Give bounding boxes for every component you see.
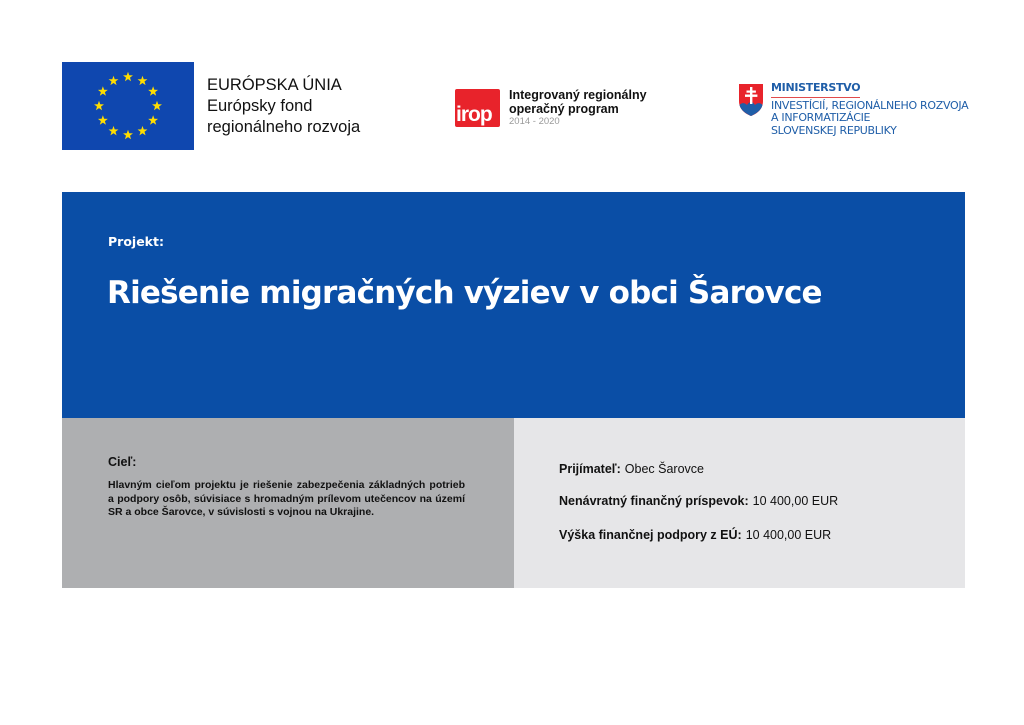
eu-support-value: 10 400,00 EUR bbox=[745, 528, 832, 542]
ministry-logo-text bbox=[771, 82, 968, 137]
goal-description: Hlavným cieľom projektu je riešenie zabezpečenia základných potrieb a podpory osôb, súvisiace s hromadným prílevom utečencov na území SR a obce Šarovce, v súvislosti s vojnou na Ukrajine. bbox=[108, 479, 465, 518]
eu-fund-line2: regionálneho rozvoja bbox=[207, 118, 361, 136]
eu-fund-line1: Európsky fond bbox=[207, 97, 313, 115]
recipient-value: Obec Šarovce bbox=[624, 462, 704, 476]
eu-support-row bbox=[559, 528, 831, 542]
goal-panel bbox=[62, 418, 514, 588]
project-title: Riešenie migračných výziev v obci Šarovce bbox=[107, 275, 822, 311]
grant-row bbox=[559, 494, 838, 508]
grant-label: Nenávratný finančný príspevok: bbox=[559, 494, 749, 508]
ministry-line3: SLOVENSKEJ REPUBLIKY bbox=[771, 123, 897, 137]
slovak-coat-of-arms-icon bbox=[738, 83, 764, 117]
ministry-title: MINISTERSTVO bbox=[771, 82, 860, 98]
grant-value: 10 400,00 EUR bbox=[752, 494, 839, 508]
irop-logo-text bbox=[509, 88, 647, 127]
eu-title: EURÓPSKA ÚNIA bbox=[207, 76, 342, 94]
recipient-row bbox=[559, 462, 704, 476]
eu-logo-text bbox=[207, 75, 360, 138]
irop-logo-icon bbox=[455, 89, 500, 127]
project-band bbox=[62, 192, 965, 418]
ministry-line2: A INFORMATIZÁCIE bbox=[771, 111, 871, 124]
ministry-line1: INVESTÍCIÍ, REGIONÁLNEHO ROZVOJA bbox=[771, 98, 969, 112]
eu-flag-icon bbox=[62, 62, 194, 150]
recipient-label: Prijímateľ: bbox=[559, 462, 621, 476]
irop-years: 2014 - 2020 bbox=[509, 116, 560, 127]
irop-logo-mark: irop bbox=[456, 103, 492, 126]
irop-line2: operačný program bbox=[509, 102, 619, 116]
goal-heading: Cieľ: bbox=[108, 455, 137, 469]
info-panel bbox=[514, 418, 965, 588]
eu-support-label: Výška finančnej podpory z EÚ: bbox=[559, 528, 742, 542]
irop-line1: Integrovaný regionálny bbox=[509, 88, 647, 102]
project-label: Projekt: bbox=[108, 234, 164, 249]
